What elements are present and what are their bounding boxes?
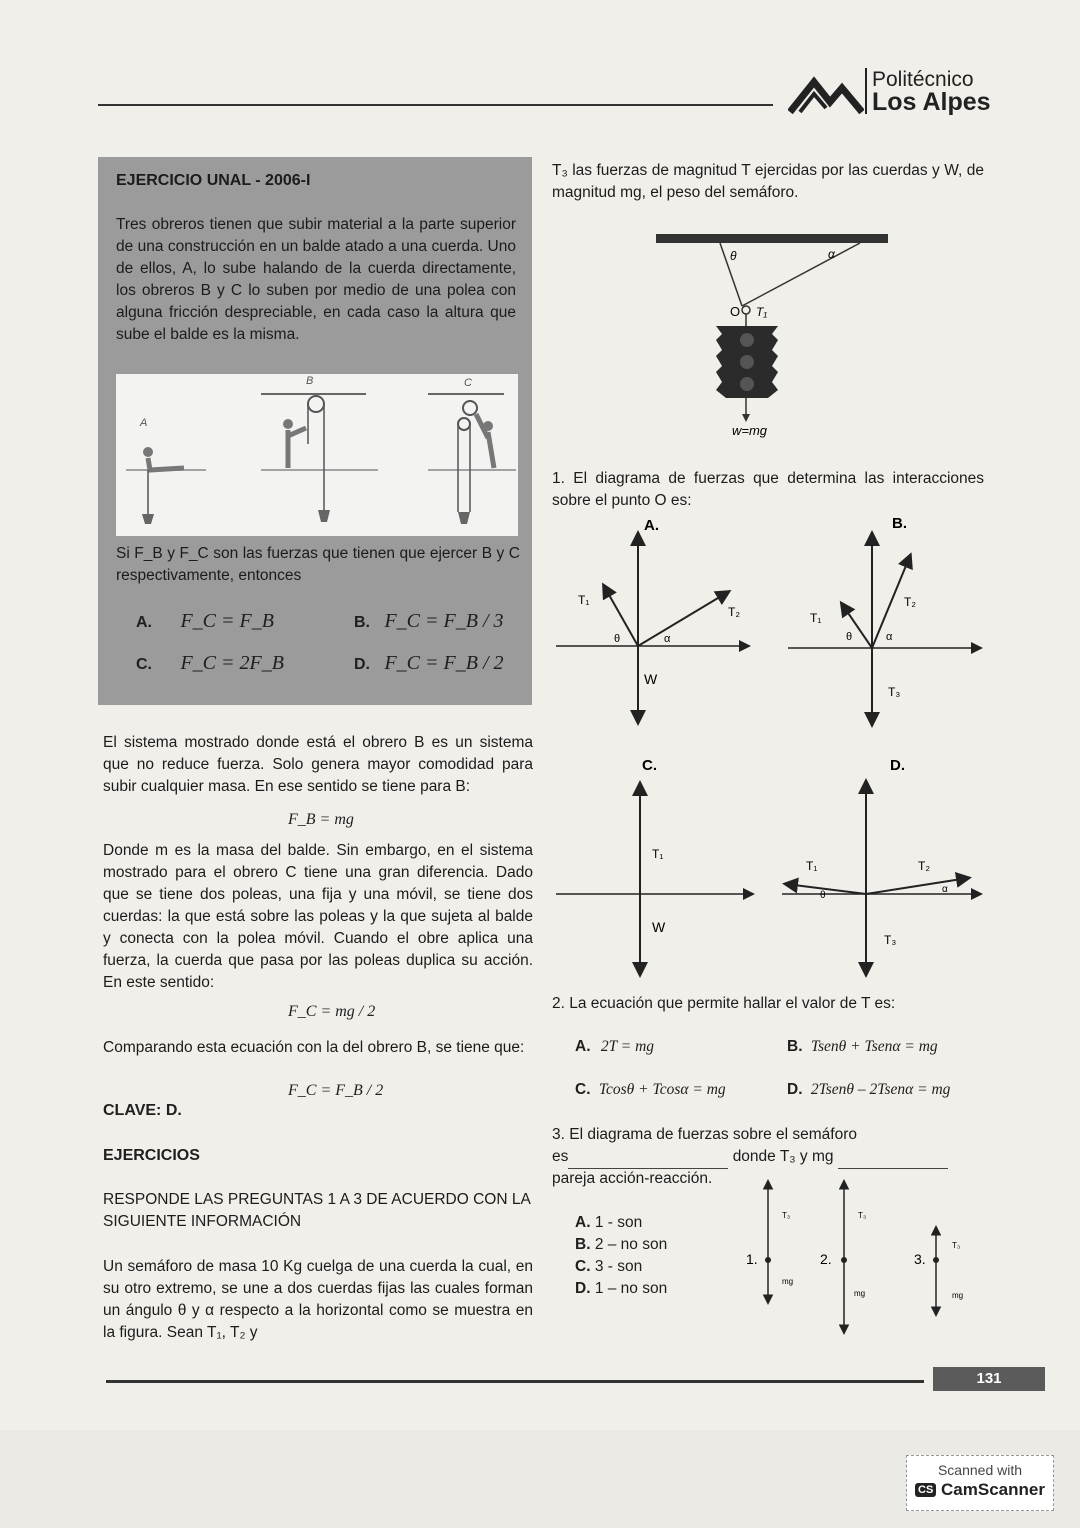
header-rule <box>98 104 773 106</box>
svg-text:T₃: T₃ <box>888 685 901 699</box>
svg-text:α: α <box>942 884 948 895</box>
option-label: D. <box>787 1081 803 1098</box>
option-label: A. <box>136 614 152 631</box>
exercises-instruction: RESPONDE LAS PREGUNTAS 1 A 3 DE ACUERDO CON LA SIGUIENTE INFORMACIÓN <box>103 1191 530 1230</box>
diagram-a-label: A. <box>644 517 659 534</box>
option-label: C. <box>136 656 152 673</box>
svg-text:T₂: T₂ <box>918 859 930 873</box>
diagram-b-label: B. <box>892 515 907 532</box>
q2-option-b[interactable] <box>787 1038 938 1056</box>
mountain-logo-icon <box>788 72 864 114</box>
equation-fb: F_B = mg <box>288 811 354 828</box>
option-label: B. <box>787 1038 803 1055</box>
traffic-light-figure <box>650 228 895 443</box>
figure-label-c: C <box>464 377 472 389</box>
scanner-brand <box>907 1480 1053 1500</box>
figure-label-b: B <box>306 375 314 387</box>
exercises-context: Un semáforo de masa 10 Kg cuelga de una cuerda la cual, en su otro extremo, se une a dos cuerdas fijas las cuales forman un ángulo θ y α respecto a la horizontal como se muestra en la figura. Sean T₁, T₂ y <box>103 1258 533 1341</box>
svg-text:W: W <box>652 919 666 935</box>
semaphore-diagram-3[interactable] <box>914 1228 963 1314</box>
weight-label: w=mg <box>732 423 768 438</box>
camscanner-logo-icon: CS <box>915 1483 936 1497</box>
exercise-question: Si F_B y F_C son las fuerzas que tienen que ejercer B y C respectivamente, entonces <box>116 545 520 584</box>
option-label: B. <box>354 614 370 631</box>
option-d[interactable] <box>354 652 504 675</box>
option-text: F_C = F_B <box>180 610 274 632</box>
svg-text:θ: θ <box>846 631 853 643</box>
svg-text:mg: mg <box>952 1291 964 1300</box>
page-number: 131 <box>933 1367 1045 1391</box>
svg-text:T₁: T₁ <box>578 593 590 607</box>
q3-option-d[interactable] <box>575 1278 667 1300</box>
question-2: 2. La ecuación que permite hallar el valor de T es: <box>552 995 896 1012</box>
question-3-line2 <box>552 1146 984 1169</box>
brand-logo <box>872 68 991 114</box>
theta-label: θ <box>730 249 737 263</box>
option-c[interactable] <box>136 652 284 675</box>
point-o-label: O <box>730 304 741 319</box>
q3-option-c[interactable] <box>575 1256 667 1278</box>
blank-1[interactable] <box>568 1146 728 1169</box>
option-label: A. <box>575 1038 591 1055</box>
diagram-1-label: 1. <box>746 1251 758 1267</box>
force-diagrams <box>552 512 986 982</box>
svg-text:T₁: T₁ <box>810 611 822 625</box>
svg-text:T₂: T₂ <box>904 595 916 609</box>
scanner-line2: CamScanner <box>941 1480 1045 1499</box>
question-3-line3: pareja acción-reacción. <box>552 1170 713 1187</box>
t1-label: T₁ <box>756 305 768 319</box>
option-text: 2T = mg <box>600 1038 655 1055</box>
question-1: 1. El diagrama de fuerzas que determina las interacciones sobre el punto O es: <box>552 470 984 509</box>
exercises-heading: EJERCICIOS <box>103 1147 200 1164</box>
semaphore-diagram-1[interactable] <box>746 1182 793 1302</box>
q3-options <box>575 1212 667 1300</box>
option-text: F_C = F_B / 2 <box>384 652 504 674</box>
option-text: 1 - son <box>594 1214 643 1231</box>
option-label: D. <box>354 656 370 673</box>
diagram-3-label: 3. <box>914 1251 926 1267</box>
question-3-line1: 3. El diagrama de fuerzas sobre el semáforo <box>552 1126 857 1143</box>
exercise-title: EJERCICIO UNAL - 2006-I <box>116 172 311 189</box>
exercises-context-continued: T₃ las fuerzas de magnitud T ejercidas por las cuerdas y W, de magnitud mg, el peso del semáforo. <box>552 162 984 201</box>
workers-pulley-figure <box>116 374 518 536</box>
blank-2[interactable] <box>838 1146 948 1169</box>
svg-text:T₃: T₃ <box>884 933 897 947</box>
option-label: A. <box>575 1214 591 1231</box>
figure-label-a: A <box>140 417 148 429</box>
solution-paragraph-2: Donde m es la masa del balde. Sin embargo, en el sistema mostrado para el obrero C tiene una gran diferencia. Dado que se tiene dos poleas, una fija y una móvil, se tiene dos cuerdas: la que está sobre las poleas y la que sujeta al balde y conecta con la polea móvil. Cuando el obre aplica una fuerza, la cuerda que pasa por las poleas duplica su acción. En este sentido: <box>103 842 533 991</box>
solution-paragraph-1: El sistema mostrado donde está el obrero B es un sistema que no reduce fuerza. Solo genera mayor comodidad para subir cualquier masa. En ese sentido se tiene para B: <box>103 734 533 795</box>
q2-option-c[interactable] <box>575 1081 726 1099</box>
svg-text:W: W <box>644 671 658 687</box>
option-a[interactable] <box>136 610 274 633</box>
q3-es-label: es <box>552 1148 569 1165</box>
equation-fc-fb: F_C = F_B / 2 <box>288 1082 384 1099</box>
svg-text:T₁: T₁ <box>652 847 664 861</box>
alpha-label: α <box>828 247 835 261</box>
option-label: C. <box>575 1081 591 1098</box>
svg-text:T₃: T₃ <box>952 1241 961 1250</box>
footer-rule <box>106 1380 924 1383</box>
option-text: F_C = 2F_B <box>180 652 284 674</box>
option-text: Tcosθ + Tcosα = mg <box>598 1081 726 1098</box>
option-text: F_C = F_B / 3 <box>384 610 504 632</box>
svg-text:T₂: T₂ <box>728 605 740 619</box>
q3-option-b[interactable] <box>575 1234 667 1256</box>
svg-text:α: α <box>886 631 893 643</box>
q2-option-a[interactable] <box>575 1038 654 1056</box>
diagram-2-label: 2. <box>820 1251 832 1267</box>
solution-paragraph-3: Comparando esta ecuación con la del obrero B, se tiene que: <box>103 1039 525 1056</box>
camscanner-watermark <box>906 1455 1054 1511</box>
option-label: D. <box>575 1280 591 1297</box>
svg-text:T₃: T₃ <box>782 1211 791 1220</box>
option-label: C. <box>575 1258 591 1275</box>
equation-fc-mg: F_C = mg / 2 <box>288 1003 376 1020</box>
exercise-statement: Tres obreros tienen que subir material a la parte superior de una construcción en un balde atado a una cuerda. Uno de ellos, A, lo sube halando de la cuerda directamente, los obreros B y C lo suben por medio de una polea con alguna fricción despreciable, en cada caso la altura que sube el balde es la misma. <box>116 216 516 343</box>
semaphore-force-diagrams <box>740 1178 980 1338</box>
option-text: 2 – no son <box>594 1236 668 1253</box>
svg-text:T₃: T₃ <box>858 1211 867 1220</box>
semaphore-diagram-2[interactable] <box>820 1182 866 1332</box>
svg-text:mg: mg <box>854 1289 866 1298</box>
diagram-d-label: D. <box>890 757 905 774</box>
option-text: 3 - son <box>594 1258 643 1275</box>
q2-option-d[interactable] <box>787 1081 950 1099</box>
option-text: 1 – no son <box>594 1280 668 1297</box>
svg-text:T₁: T₁ <box>806 859 818 873</box>
q3-donde-label: donde T₃ y mg <box>732 1148 834 1165</box>
svg-text:θ: θ <box>614 633 621 645</box>
diagram-c[interactable] <box>556 784 752 974</box>
option-b[interactable] <box>354 610 504 633</box>
option-label: B. <box>575 1236 591 1253</box>
diagram-a[interactable] <box>556 534 748 724</box>
q3-option-a[interactable] <box>575 1212 667 1234</box>
diagram-c-label: C. <box>642 757 657 774</box>
svg-text:α: α <box>664 633 671 645</box>
logo-divider <box>865 68 867 114</box>
scanner-line1: Scanned with <box>937 1462 1023 1478</box>
diagram-d[interactable] <box>782 782 980 974</box>
answer-key: CLAVE: D. <box>103 1102 182 1119</box>
option-text: 2Tsenθ – 2Tsenα = mg <box>810 1081 951 1098</box>
brand-line2: Los Alpes <box>872 88 991 116</box>
option-text: Tsenθ + Tsenα = mg <box>810 1038 938 1055</box>
brand-line1: Politécnico <box>872 68 974 91</box>
diagram-b[interactable] <box>788 534 980 724</box>
svg-text:θ: θ <box>820 890 826 901</box>
svg-text:mg: mg <box>782 1277 794 1286</box>
